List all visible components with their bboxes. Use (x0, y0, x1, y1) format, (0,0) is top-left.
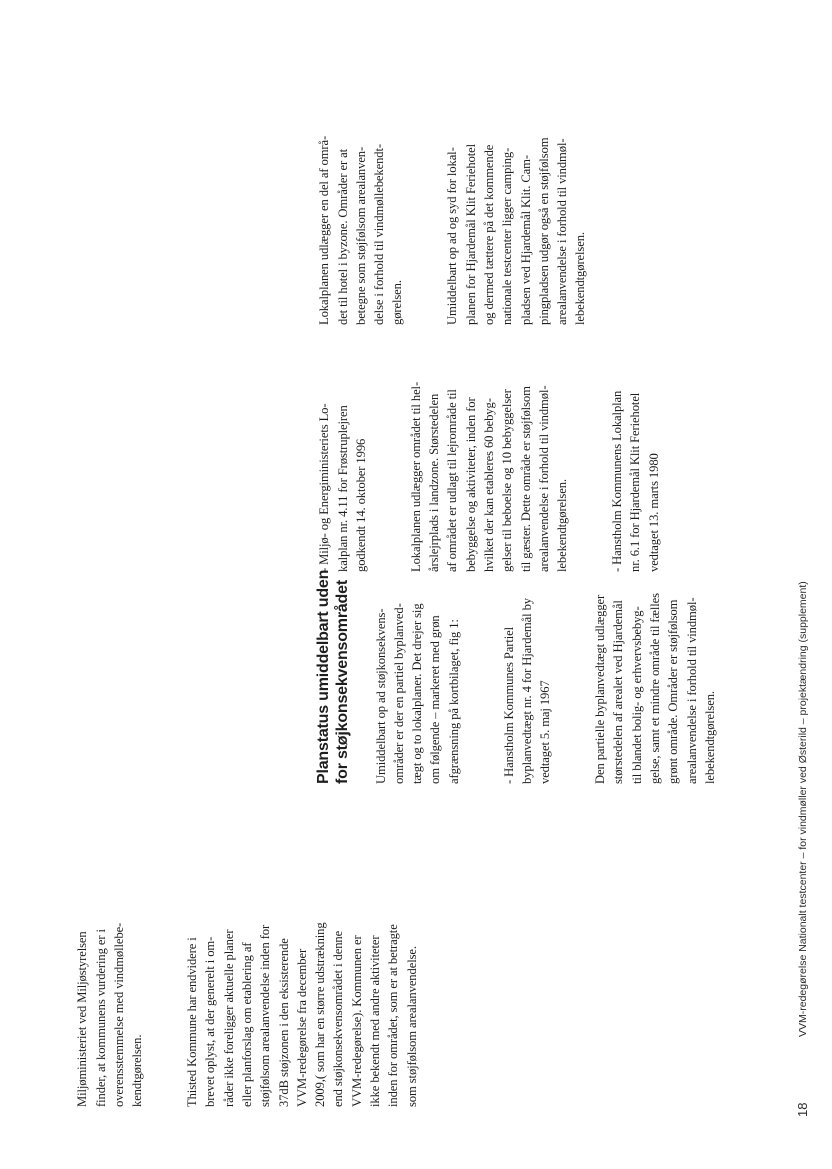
paragraph: Den partielle byplanvedtægt udlægger størstedelen af arealet ved Hjardemål til blandet bolig- og erhvervsbebyg- gelse, samt et mindre område til fælles grønt område. Områder er støjfølsom arealanvendelse i forhold til vindmøl- lebekendtgørelsen. (593, 593, 717, 784)
paragraph: Lokalplanen udlægger området til hel- årslejrplads i landzone. Størstedelen af området er udlagt til lejrområde til bebyggelse og aktiviteter, inden for hvilket der kan etableres 60 bebyg- gelser til beboelse og 10 bebyggelser til gæster. Dette område er støjfølsom arealanvendelse i forhold til vindmøl- lebekendtgørelsen. (408, 381, 570, 572)
text-column-1 (55, 882, 458, 1107)
paragraph: Lokalplanen udlægger en del af områ- det til hotel i byzone. Områder er at betegne som støjfølsom arealanven- delse i forhold til vindmøllebekendt- gørelsen. (317, 135, 405, 325)
paragraph: Umiddelbart op ad og syd for lokal- planen for Hjardemål Klit Feriehotel og dermed tættere på det kommende nationale testcenter ligger camping- pladsen ved Hjardemål Klit. Cam- pingpladsen udgør også en støjfølsom arealanvendelse i forhold til vindmøl- lebekendtgørelsen. (445, 137, 588, 325)
page-number: 18 (795, 1102, 810, 1117)
paragraph: - Hanstholm Kommunes Partiel byplanvedtægt nr. 4 for Hjardemål by vedtaget 5. maj 1967 (501, 598, 553, 784)
text-column-2 (297, 559, 756, 784)
text-column-4 (297, 100, 626, 325)
paragraph: - Hanstholm Kommunens Lokalplan nr. 6.1 for Hjardemål Klit Feriehotel vedtaget 13. marts 1980 (610, 390, 661, 572)
paragraph: - Miljø- og Energiministeriets Lo- kalplan nr. 4.11 for Frøstruplejren godkendt 14. oktober 1996 (317, 403, 368, 572)
paragraph: Umiddelbart op ad støjkonsekvens- områder er der en partiel byplanved- tægt og to lokalplaner. Det drejer sig om følgende – markeret med grøn afgrænsning på kortbilaget, fig 1: (373, 603, 461, 784)
paragraph: Thisted Kommune har endvidere i brevet oplyst, at der generelt i om- råder ikke foreligger aktuelle planer eller planforslag om etablering af støjfølsom arealanvendelse inden for 37dB støjzonen i den eksisterende VVM-redegørelse fra december 2009,( som har en større udstrækning end støjkonsekvensområdet i denne VVM-redegørelse). Kommunen er ikke bekendt med andre aktiviteter inden for området, som er at betragte som støjfølsom arealanvendelse. (185, 922, 419, 1107)
paragraph: Miljøministeriet ved Miljøstyrelsen finder, at kommunens vurdering er i overensstemmelse med vindmøllebe- kendtgørelsen. (75, 922, 145, 1107)
text-column-3 (297, 347, 700, 572)
section-heading: Planstatus umiddelbart uden for støjkonsekvensområdet (315, 569, 351, 784)
page-footer: VVM-redegørelse Nationalt testcenter – for vindmøller ved Østerild – projektændring (supplement) (797, 581, 809, 1037)
